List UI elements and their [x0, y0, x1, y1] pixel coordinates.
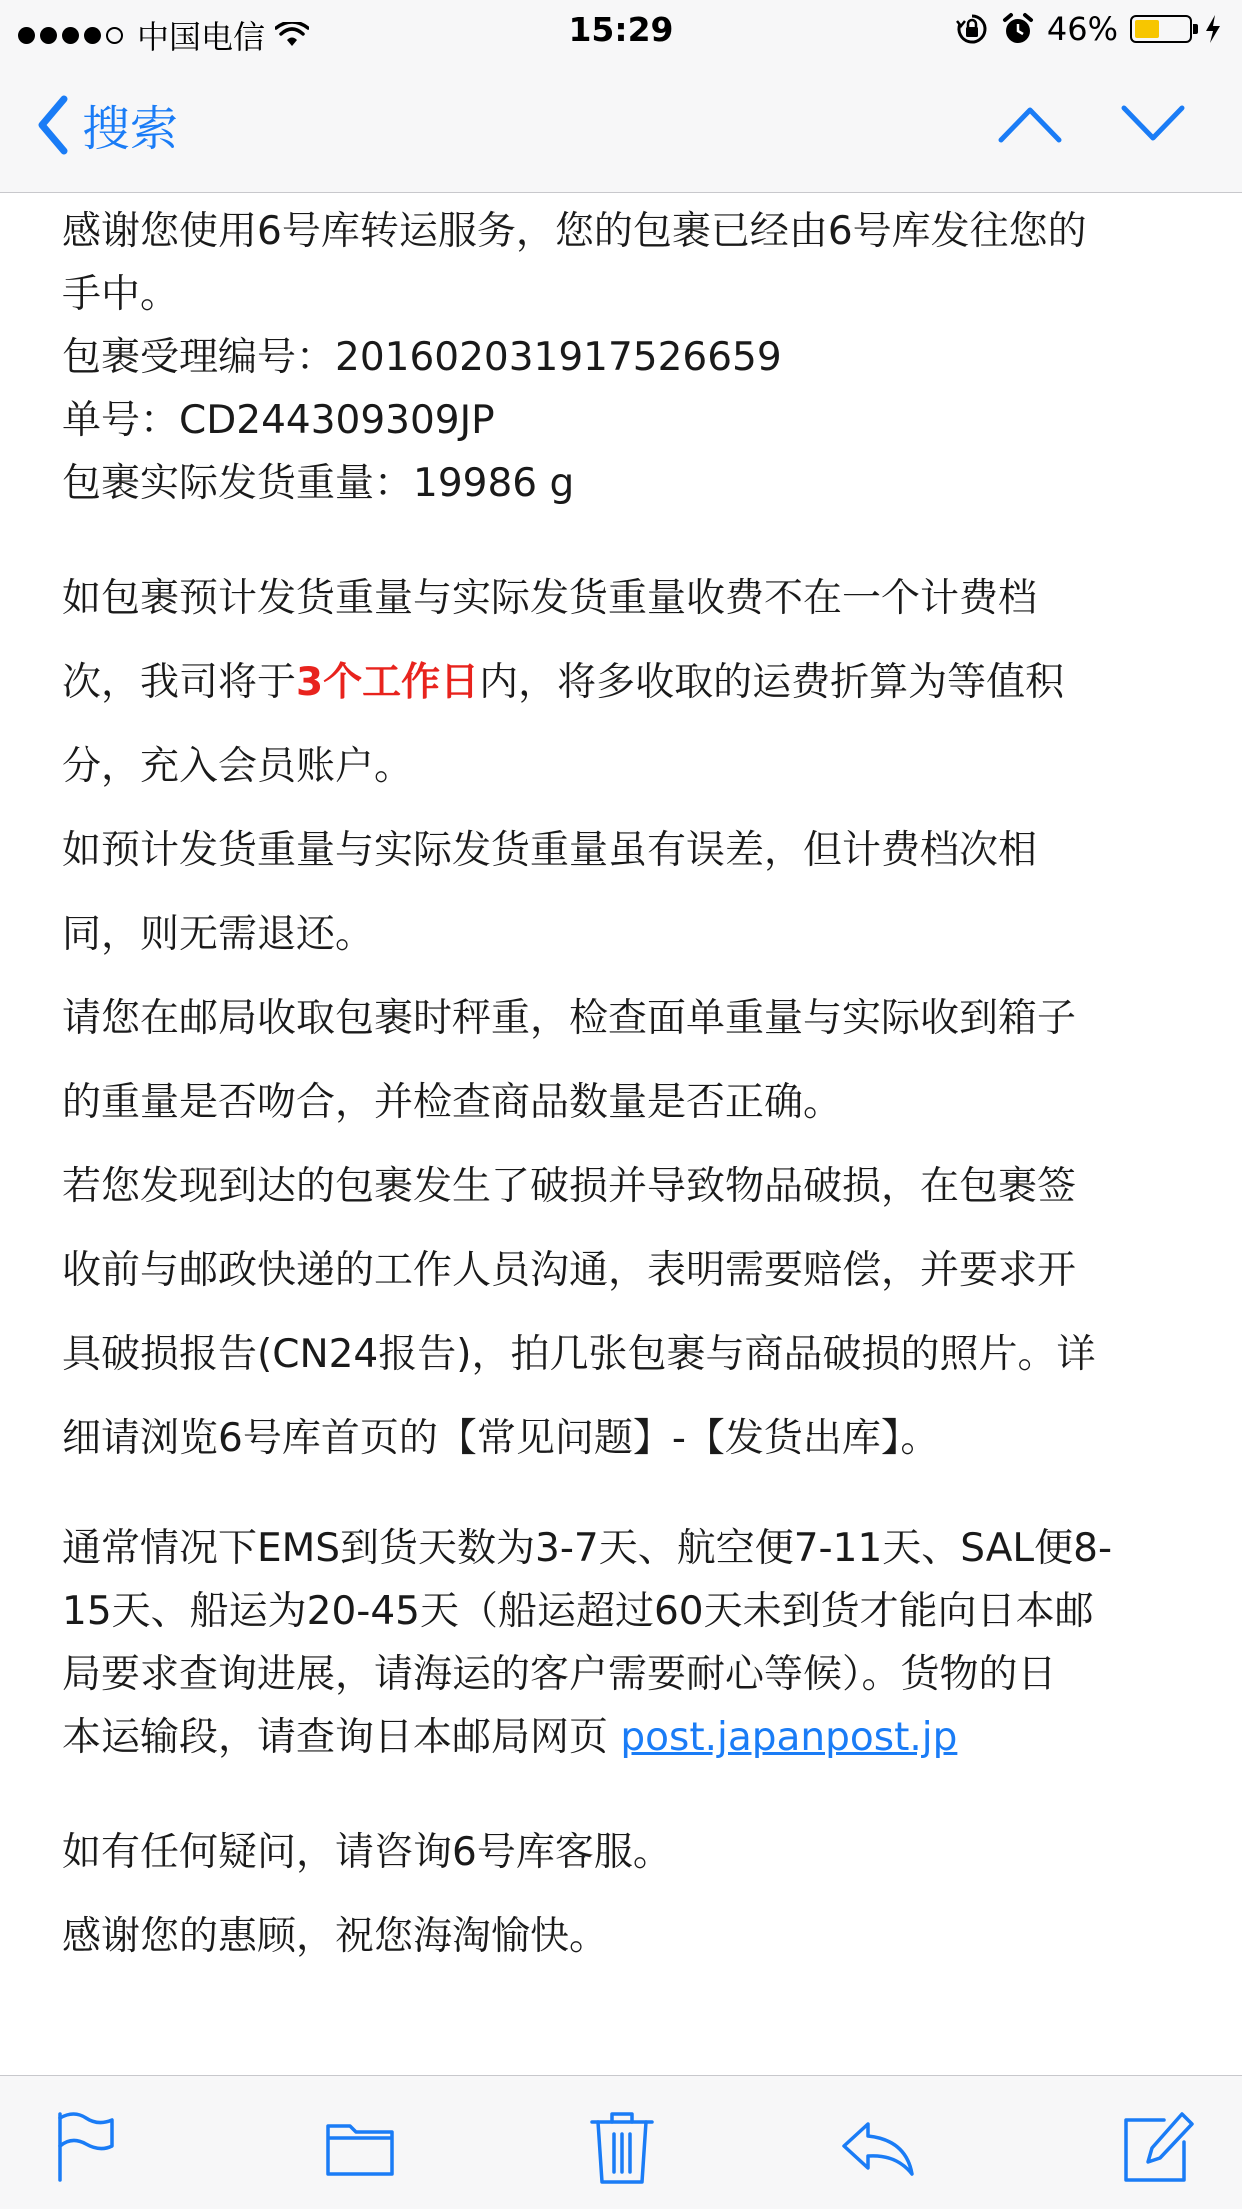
- next-message-button[interactable]: [1118, 94, 1188, 154]
- battery-level-fill: [1135, 20, 1159, 38]
- thanks-line: 感谢您的惠顾，祝您海淘愉快。: [62, 1914, 609, 1959]
- refund-line: 如包裹预计发货重量与实际发货重量收费不在一个计费档: [62, 576, 1038, 621]
- compose-icon: [1126, 2114, 1192, 2180]
- refund-paragraphs: [62, 557, 1182, 1481]
- reply-icon: [844, 2124, 912, 2174]
- chevron-down-icon: [1124, 108, 1182, 138]
- battery-percent: 46%: [1046, 10, 1118, 48]
- status-bar: [0, 0, 1242, 62]
- weigh-check-line: 请您在邮局收取包裹时秤重，检查面单重量与实际收到箱子: [62, 996, 1077, 1041]
- delivery-times-paragraph: [62, 1517, 1182, 1769]
- delivery-text: 本运输段，请查询日本邮局网页: [62, 1715, 621, 1760]
- intro-line: 感谢您使用6号库转运服务，您的包裹已经由6号库发往您的: [62, 209, 1087, 254]
- alarm-icon: [1001, 12, 1035, 46]
- flag-button[interactable]: [46, 2106, 126, 2186]
- actual-weight: 包裹实际发货重量：19986 g: [62, 461, 575, 506]
- charging-bolt-icon: [1204, 14, 1222, 44]
- delivery-line: 15天、船运为20-45天（船运超过60天未到货才能向日本邮: [62, 1589, 1094, 1634]
- battery-icon: [1130, 15, 1192, 43]
- damage-line: 具破损报告(CN24报告)，拍几张包裹与商品破损的照片。详: [62, 1332, 1096, 1377]
- status-right: [955, 10, 1222, 48]
- delete-button[interactable]: [582, 2106, 662, 2186]
- closing-paragraph: [62, 1811, 1182, 1979]
- bottom-toolbar: [0, 2075, 1242, 2209]
- back-button-label: 搜索: [82, 101, 179, 157]
- carrier-name: 中国电信: [137, 18, 266, 56]
- damage-line: 收前与邮政快递的工作人员沟通，表明需要赔偿，并要求开: [62, 1248, 1077, 1293]
- no-refund-line: 同，则无需退还。: [62, 912, 375, 957]
- refund-text: 次，我司将于: [62, 660, 297, 705]
- tracking-id: 包裹受理编号：201602031917526659: [62, 335, 782, 380]
- weigh-check-line: 的重量是否吻合，并检查商品数量是否正确。: [62, 1080, 843, 1125]
- intro-line: 手中。: [62, 272, 180, 317]
- refund-text: 内，将多收取的运费折算为等值积: [479, 660, 1065, 705]
- damage-line: 若您发现到达的包裹发生了破损并导致物品破损，在包裹签: [62, 1164, 1077, 1209]
- folder-icon: [328, 2126, 392, 2174]
- clock: 15:29: [568, 10, 674, 49]
- navigation-bar: [0, 62, 1242, 193]
- chevron-up-icon: [1001, 110, 1059, 140]
- move-to-folder-button[interactable]: [320, 2106, 400, 2186]
- no-refund-line: 如预计发货重量与实际发货重量虽有误差，但计费档次相: [62, 828, 1038, 873]
- compose-button[interactable]: [1118, 2106, 1198, 2186]
- flag-icon: [60, 2114, 112, 2180]
- damage-line: 细请浏览6号库首页的【常见问题】-【发货出库】。: [62, 1416, 940, 1461]
- refund-line: [62, 641, 1182, 725]
- delivery-line: 通常情况下EMS到货天数为3-7天、航空便7-11天、SAL便8-: [62, 1526, 1113, 1571]
- order-number: 单号：CD244309309JP: [62, 398, 495, 443]
- rotation-lock-icon: [955, 12, 989, 46]
- email-intro: [62, 200, 1182, 515]
- reply-button[interactable]: [838, 2106, 918, 2186]
- delivery-line: 局要求查询进展，请海运的客户需要耐心等候）。货物的日: [62, 1652, 1057, 1697]
- back-button[interactable]: [36, 90, 178, 159]
- previous-message-button[interactable]: [995, 94, 1065, 154]
- trash-icon: [592, 2114, 652, 2182]
- delivery-line: [62, 1706, 1182, 1769]
- working-days-highlight: 3个工作日: [296, 660, 480, 705]
- chevron-left-icon: [36, 95, 70, 155]
- email-body: [62, 200, 1182, 1979]
- refund-line: 分，充入会员账户。: [62, 744, 414, 789]
- japanpost-link[interactable]: post.japanpost.jp: [620, 1715, 958, 1760]
- contact-line: 如有任何疑问，请咨询6号库客服。: [62, 1830, 672, 1875]
